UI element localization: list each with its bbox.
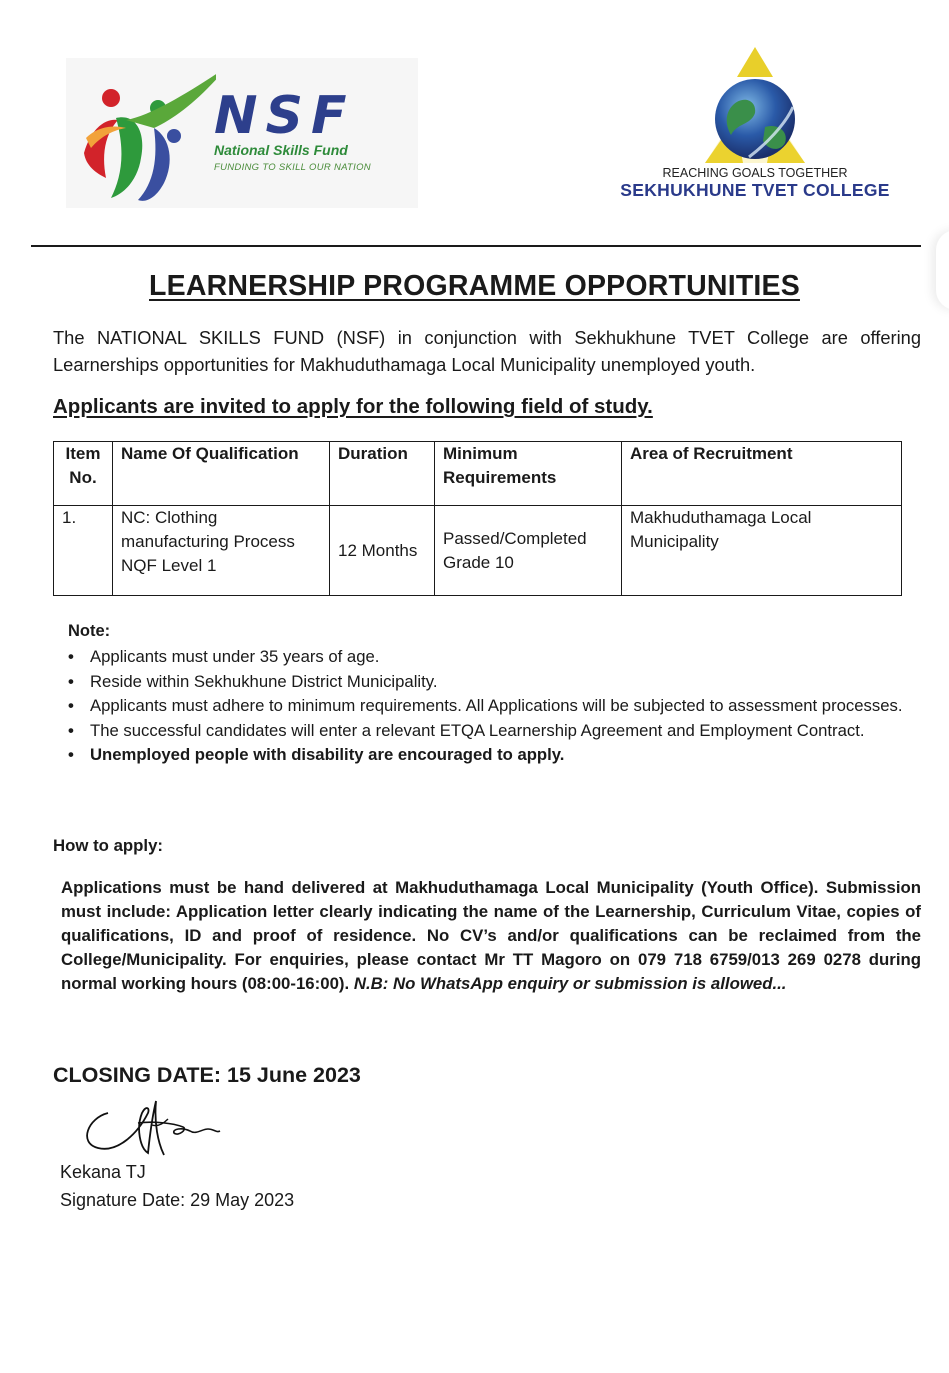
cell-area: Makhuduthamaga Local Municipality [622,506,902,596]
header-qualification: Name Of Qualification [113,442,330,506]
college-emblem-icon [685,45,825,165]
header-area: Area of Recruitment [622,442,902,506]
nsf-tagline: FUNDING TO SKILL OUR NATION [214,162,371,173]
cell-item: 1. [54,506,113,596]
nsf-full-name: National Skills Fund [214,142,348,158]
document-title: LEARNERSHIP PROGRAMME OPPORTUNITIES [149,270,800,302]
cell-requirements: Passed/Completed Grade 10 [435,506,622,596]
list-item: • Unemployed people with disability are encouraged to apply. [68,743,921,768]
list-item: • The successful candidates will enter a relevant ETQA Learnership Agreement and Employment Contract. [68,719,921,744]
whatsapp-notice: N.B: No WhatsApp enquiry or submission is allowed... [353,974,787,993]
signer-name: Kekana TJ [60,1162,146,1182]
list-item: • Applicants must adhere to minimum requirements. All Applications will be subjected to assessment processes. [68,694,921,719]
college-name: SEKHUKHUNE TVET COLLEGE [620,180,890,200]
college-slogan: REACHING GOALS TOGETHER [662,166,848,180]
how-to-apply-text [61,876,921,996]
cell-duration: 12 Months [330,506,435,596]
how-to-apply-body: Applications must be hand delivered at Makhuduthamaga Local Municipality (Youth Office). Submission must include: Application letter clearly indicating the name of the Learnership, Curriculum Vitae, copies of qualifications, ID and proof of residence. No CV’s and/or qualifications can be reclaimed from the College/Municipality. For enquiries, please contact Mr TT Magoro on 079 718 6759/013 269 0278 during normal working hours (08:00-16:00). [61,878,921,993]
signature-icon [78,1093,228,1163]
nsf-figure-icon [66,58,216,208]
notes-list [68,645,921,768]
header-item-no: Item No. [54,442,113,506]
college-logo [615,45,895,205]
intro-paragraph: The NATIONAL SKILLS FUND (NSF) in conjunction with Sekhukhune TVET College are offering Learnerships opportunities for Makhuduthamaga Local Municipality unemployed youth. [53,327,921,375]
table-row [54,506,902,596]
nsf-logo [66,58,418,208]
table-header-row [54,442,902,506]
header-requirements: Minimum Requirements [435,442,622,506]
closing-date: CLOSING DATE: 15 June 2023 [53,1063,361,1087]
how-to-apply-label: How to apply: [53,836,164,855]
header-divider [31,245,921,247]
list-item: • Applicants must under 35 years of age. [68,645,921,670]
nsf-acronym: NSF [214,86,355,146]
cell-qualification: NC: Clothing manufacturing Process NQF Level 1 [113,506,330,596]
header-duration: Duration [330,442,435,506]
signature-date: Signature Date: 29 May 2023 [60,1190,295,1210]
list-item: • Reside within Sekhukhune District Municipality. [68,670,921,695]
invite-heading: Applicants are invited to apply for the following field of study. [53,395,653,418]
note-label: Note: [68,622,111,640]
qualification-table [53,441,902,596]
